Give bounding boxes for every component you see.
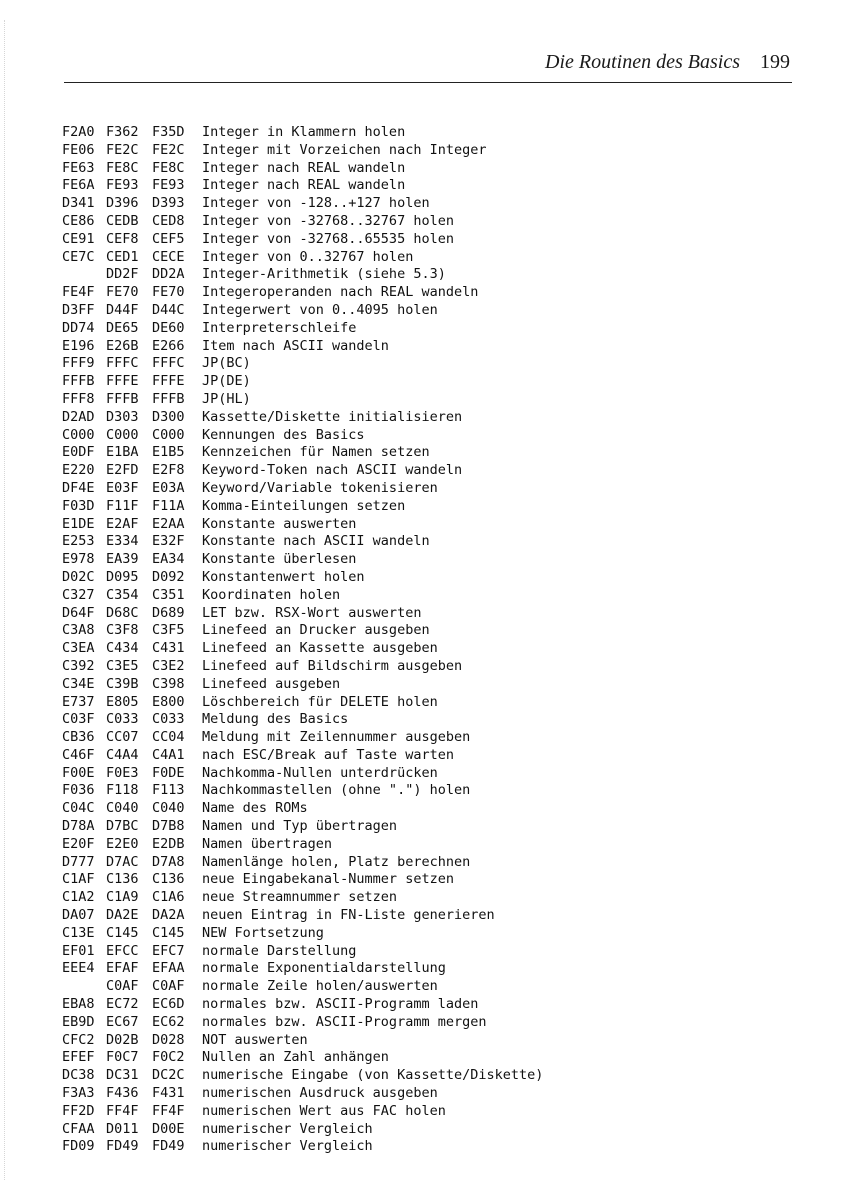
listing-row: [62, 195, 782, 213]
listing-row: [62, 320, 782, 338]
routine-description: Konstante auswerten: [202, 515, 357, 532]
page-number: 199: [760, 51, 790, 73]
listing-row: [62, 836, 782, 854]
address-cpc6128: E1B5: [152, 444, 185, 461]
address-cpc664: D011: [106, 1120, 139, 1137]
listing-row: [62, 907, 782, 925]
address-cpc464: C000: [62, 426, 95, 443]
address-cpc464: F3A3: [62, 1085, 95, 1102]
listing-row: [62, 551, 782, 569]
listing-row: [62, 533, 782, 551]
address-cpc664: E2E0: [106, 835, 139, 852]
listing-row: [62, 925, 782, 943]
listing-row: [62, 1121, 782, 1139]
address-cpc464: FFF9: [62, 355, 95, 372]
listing-row: [62, 729, 782, 747]
listing-row: [62, 943, 782, 961]
address-cpc464: D02C: [62, 568, 95, 585]
address-cpc464: F2A0: [62, 124, 95, 140]
listing-row: [62, 409, 782, 427]
routine-description: Integer von -32768..65535 holen: [202, 230, 454, 247]
address-cpc464: FE4F: [62, 284, 95, 301]
address-cpc464: FE06: [62, 141, 95, 158]
listing-row: [62, 142, 782, 160]
scan-margin-dots: [4, 20, 5, 1180]
listing-row: [62, 284, 782, 302]
address-cpc464: E220: [62, 462, 95, 479]
address-cpc6128: EFAA: [152, 960, 185, 977]
address-cpc664: E2AF: [106, 515, 139, 532]
address-cpc664: F436: [106, 1085, 139, 1102]
listing-row: [62, 516, 782, 534]
address-cpc6128: FD49: [152, 1138, 185, 1155]
address-cpc664: DA2E: [106, 907, 139, 924]
address-cpc464: C1AF: [62, 871, 95, 888]
routine-description: Integeroperanden nach REAL wandeln: [202, 284, 479, 301]
listing-row: [62, 498, 782, 516]
address-cpc664: CEF8: [106, 230, 139, 247]
address-cpc664: F0C7: [106, 1049, 139, 1066]
routine-description: Nachkommastellen (ohne ".") holen: [202, 782, 471, 799]
address-cpc6128: EFC7: [152, 942, 185, 959]
address-cpc464: D78A: [62, 818, 95, 835]
address-cpc6128: FFFB: [152, 390, 185, 407]
address-cpc6128: FFFE: [152, 373, 185, 390]
address-cpc464: CFAA: [62, 1120, 95, 1137]
address-cpc6128: E2DB: [152, 835, 185, 852]
address-cpc6128: C351: [152, 586, 185, 603]
routine-description: Meldung des Basics: [202, 711, 349, 728]
address-cpc464: F036: [62, 782, 95, 799]
address-cpc464: CFC2: [62, 1031, 95, 1048]
listing-row: [62, 889, 782, 907]
address-cpc664: D095: [106, 568, 139, 585]
address-cpc664: FE8C: [106, 159, 139, 176]
listing-row: [62, 373, 782, 391]
address-cpc664: C1A9: [106, 889, 139, 906]
address-cpc464: CB36: [62, 729, 95, 746]
listing-row: [62, 1049, 782, 1067]
address-cpc664: D68C: [106, 604, 139, 621]
address-cpc664: C4A4: [106, 746, 139, 763]
listing-row: [62, 747, 782, 765]
address-cpc664: DE65: [106, 319, 139, 336]
address-cpc464: D341: [62, 195, 95, 212]
routine-description: neue Streamnummer setzen: [202, 889, 398, 906]
routine-description: Komma-Einteilungen setzen: [202, 497, 406, 514]
listing-row: [62, 818, 782, 836]
listing-row: [62, 1103, 782, 1121]
address-cpc6128: C3E2: [152, 657, 185, 674]
address-cpc464: C1A2: [62, 889, 95, 906]
address-cpc464: E0DF: [62, 444, 95, 461]
address-cpc6128: D092: [152, 568, 185, 585]
routine-description: normales bzw. ASCII-Programm laden: [202, 996, 479, 1013]
listing-row: [62, 640, 782, 658]
listing-row: [62, 978, 782, 996]
routine-description: Integer mit Vorzeichen nach Integer: [202, 141, 487, 158]
address-cpc464: EBA8: [62, 996, 95, 1013]
address-cpc664: C033: [106, 711, 139, 728]
address-cpc664: FFFE: [106, 373, 139, 390]
routine-description: JP(HL): [202, 390, 251, 407]
address-cpc664: FE70: [106, 284, 139, 301]
address-cpc464: E20F: [62, 835, 95, 852]
address-cpc664: FFFC: [106, 355, 139, 372]
listing-row: [62, 231, 782, 249]
address-cpc664: EFCC: [106, 942, 139, 959]
address-cpc664: C0AF: [106, 978, 139, 995]
routine-description: normale Exponentialdarstellung: [202, 960, 446, 977]
listing-row: [62, 711, 782, 729]
address-cpc464: C03F: [62, 711, 95, 728]
address-cpc6128: D7B8: [152, 818, 185, 835]
address-cpc6128: E2AA: [152, 515, 185, 532]
address-cpc6128: D00E: [152, 1120, 185, 1137]
address-cpc464: FE63: [62, 159, 95, 176]
routine-description: Konstante überlesen: [202, 551, 357, 568]
routine-description: Kassette/Diskette initialisieren: [202, 408, 463, 425]
address-cpc6128: FE2C: [152, 141, 185, 158]
routine-description: normale Zeile holen/auswerten: [202, 978, 438, 995]
address-cpc464: EFEF: [62, 1049, 95, 1066]
address-cpc464: E196: [62, 337, 95, 354]
address-cpc664: F362: [106, 124, 139, 140]
routine-description: JP(BC): [202, 355, 251, 372]
address-cpc6128: F0DE: [152, 764, 185, 781]
listing-row: [62, 213, 782, 231]
address-cpc6128: C040: [152, 800, 185, 817]
routine-description: Keyword/Variable tokenisieren: [202, 479, 438, 496]
address-cpc6128: F11A: [152, 497, 185, 514]
address-cpc6128: FE93: [152, 177, 185, 194]
listing-row: [62, 1032, 782, 1050]
address-cpc664: D02B: [106, 1031, 139, 1048]
listing-row: [62, 587, 782, 605]
routine-description: Linefeed auf Bildschirm ausgeben: [202, 657, 463, 674]
address-cpc464: CE7C: [62, 248, 95, 265]
address-cpc664: FFFB: [106, 390, 139, 407]
routine-description: Interpreterschleife: [202, 319, 357, 336]
listing-row: [62, 800, 782, 818]
listing-row: [62, 427, 782, 445]
address-cpc6128: F0C2: [152, 1049, 185, 1066]
routine-description: Integer-Arithmetik (siehe 5.3): [202, 266, 446, 283]
address-cpc464: E737: [62, 693, 95, 710]
address-cpc464: D3FF: [62, 301, 95, 318]
listing-row: [62, 355, 782, 373]
routine-description: normales bzw. ASCII-Programm mergen: [202, 1013, 487, 1030]
address-cpc464: E978: [62, 551, 95, 568]
address-cpc664: D7BC: [106, 818, 139, 835]
address-cpc6128: C4A1: [152, 746, 185, 763]
listing-row: [62, 1138, 782, 1156]
listing-row: [62, 160, 782, 178]
routine-description: Linefeed an Kassette ausgeben: [202, 640, 438, 657]
listing-row: [62, 391, 782, 409]
routine-description: numerischen Ausdruck ausgeben: [202, 1085, 438, 1102]
address-cpc6128: DE60: [152, 319, 185, 336]
address-cpc464: D777: [62, 853, 95, 870]
address-cpc664: F11F: [106, 497, 139, 514]
address-cpc464: D2AD: [62, 408, 95, 425]
address-cpc6128: DC2C: [152, 1067, 185, 1084]
address-cpc664: EC72: [106, 996, 139, 1013]
address-cpc464: FFFB: [62, 373, 95, 390]
address-cpc664: E334: [106, 533, 139, 550]
address-cpc464: FF2D: [62, 1102, 95, 1119]
address-cpc664: E805: [106, 693, 139, 710]
routine-description: Linefeed ausgeben: [202, 675, 341, 692]
routine-description: Kennungen des Basics: [202, 426, 365, 443]
address-cpc664: D7AC: [106, 853, 139, 870]
address-cpc664: CED1: [106, 248, 139, 265]
address-cpc464: E1DE: [62, 515, 95, 532]
listing-row: [62, 1067, 782, 1085]
routine-description: LET bzw. RSX-Wort auswerten: [202, 604, 422, 621]
routine-description: NEW Fortsetzung: [202, 924, 324, 941]
listing-row: [62, 480, 782, 498]
address-cpc664: C000: [106, 426, 139, 443]
address-cpc464: C34E: [62, 675, 95, 692]
listing-row: [62, 569, 782, 587]
address-cpc6128: F35D: [152, 124, 185, 140]
address-cpc664: FD49: [106, 1138, 139, 1155]
address-cpc664: FF4F: [106, 1102, 139, 1119]
address-cpc464: FFF8: [62, 390, 95, 407]
address-cpc664: C434: [106, 640, 139, 657]
address-cpc664: C39B: [106, 675, 139, 692]
listing-row: [62, 302, 782, 320]
routine-description: Integer in Klammern holen: [202, 124, 406, 140]
listing-row: [62, 444, 782, 462]
address-cpc464: CE86: [62, 212, 95, 229]
address-cpc6128: C0AF: [152, 978, 185, 995]
routine-description: neue Eingabekanal-Nummer setzen: [202, 871, 454, 888]
address-cpc664: F0E3: [106, 764, 139, 781]
address-cpc6128: FE70: [152, 284, 185, 301]
listing-row: [62, 249, 782, 267]
address-cpc6128: F431: [152, 1085, 185, 1102]
address-cpc464: EB9D: [62, 1013, 95, 1030]
address-cpc464: C13E: [62, 924, 95, 941]
address-cpc664: EA39: [106, 551, 139, 568]
listing-row: [62, 124, 782, 142]
listing-row: [62, 854, 782, 872]
routine-description: Integer von 0..32767 holen: [202, 248, 414, 265]
address-cpc664: C145: [106, 924, 139, 941]
routine-description: Namen übertragen: [202, 835, 333, 852]
address-cpc664: E03F: [106, 479, 139, 496]
address-cpc464: F03D: [62, 497, 95, 514]
routine-description: Keyword-Token nach ASCII wandeln: [202, 462, 463, 479]
address-cpc464: DA07: [62, 907, 95, 924]
routine-description: Koordinaten holen: [202, 586, 341, 603]
address-cpc664: C3E5: [106, 657, 139, 674]
listing-row: [62, 676, 782, 694]
address-cpc664: E1BA: [106, 444, 139, 461]
listing-row: [62, 960, 782, 978]
routine-description: Nachkomma-Nullen unterdrücken: [202, 764, 438, 781]
address-cpc6128: EC6D: [152, 996, 185, 1013]
page-header: [64, 46, 792, 83]
address-cpc6128: FF4F: [152, 1102, 185, 1119]
address-cpc6128: C431: [152, 640, 185, 657]
listing-row: [62, 605, 782, 623]
address-cpc464: C46F: [62, 746, 95, 763]
address-cpc6128: C1A6: [152, 889, 185, 906]
address-cpc6128: CED8: [152, 212, 185, 229]
routine-description: Integer von -128..+127 holen: [202, 195, 430, 212]
routine-description: nach ESC/Break auf Taste warten: [202, 746, 454, 763]
routine-description: Meldung mit Zeilennummer ausgeben: [202, 729, 471, 746]
address-cpc664: DC31: [106, 1067, 139, 1084]
address-cpc6128: C398: [152, 675, 185, 692]
address-cpc6128: D300: [152, 408, 185, 425]
address-cpc464: C392: [62, 657, 95, 674]
address-cpc464: EEE4: [62, 960, 95, 977]
address-cpc664: FE2C: [106, 141, 139, 158]
routine-description: Integer von -32768..32767 holen: [202, 212, 454, 229]
address-cpc464: DF4E: [62, 479, 95, 496]
routine-description: numerischer Vergleich: [202, 1120, 373, 1137]
running-title: Die Routinen des Basics: [545, 51, 740, 73]
routine-description: Namenlänge holen, Platz berechnen: [202, 853, 471, 870]
routine-description: Name des ROMs: [202, 800, 308, 817]
address-cpc664: D396: [106, 195, 139, 212]
address-cpc6128: E2F8: [152, 462, 185, 479]
address-cpc6128: CEF5: [152, 230, 185, 247]
address-cpc6128: C136: [152, 871, 185, 888]
routine-description: numerische Eingabe (von Kassette/Diskette): [202, 1067, 544, 1084]
address-cpc6128: E800: [152, 693, 185, 710]
address-cpc464: C04C: [62, 800, 95, 817]
address-cpc6128: C3F5: [152, 622, 185, 639]
address-cpc464: EF01: [62, 942, 95, 959]
address-cpc6128: C000: [152, 426, 185, 443]
listing-row: [62, 266, 782, 284]
listing-row: [62, 765, 782, 783]
routine-description: JP(DE): [202, 373, 251, 390]
address-cpc664: D44F: [106, 301, 139, 318]
address-cpc6128: DD2A: [152, 266, 185, 283]
address-cpc664: EFAF: [106, 960, 139, 977]
address-cpc6128: CECE: [152, 248, 185, 265]
address-cpc464: D64F: [62, 604, 95, 621]
address-cpc6128: EA34: [152, 551, 185, 568]
address-cpc6128: E03A: [152, 479, 185, 496]
address-cpc464: E253: [62, 533, 95, 550]
address-cpc6128: DA2A: [152, 907, 185, 924]
address-cpc664: C136: [106, 871, 139, 888]
routine-description: NOT auswerten: [202, 1031, 308, 1048]
address-cpc664: C354: [106, 586, 139, 603]
listing-row: [62, 462, 782, 480]
address-cpc464: FD09: [62, 1138, 95, 1155]
routine-description: Item nach ASCII wandeln: [202, 337, 389, 354]
listing-row: [62, 871, 782, 889]
address-cpc664: C3F8: [106, 622, 139, 639]
address-cpc464: C327: [62, 586, 95, 603]
address-cpc664: DD2F: [106, 266, 139, 283]
address-cpc6128: E32F: [152, 533, 185, 550]
address-cpc6128: C033: [152, 711, 185, 728]
listing-row: [62, 338, 782, 356]
address-cpc464: F00E: [62, 764, 95, 781]
routine-description: Löschbereich für DELETE holen: [202, 693, 438, 710]
routine-description: Namen und Typ übertragen: [202, 818, 398, 835]
listing-row: [62, 177, 782, 195]
routine-description: neuen Eintrag in FN-Liste generieren: [202, 907, 495, 924]
address-cpc6128: E266: [152, 337, 185, 354]
listing-row: [62, 622, 782, 640]
routine-description: Integer nach REAL wandeln: [202, 159, 406, 176]
routine-description: Kennzeichen für Namen setzen: [202, 444, 430, 461]
address-cpc6128: D7A8: [152, 853, 185, 870]
listing-row: [62, 658, 782, 676]
address-cpc664: D303: [106, 408, 139, 425]
listing-row: [62, 996, 782, 1014]
address-cpc6128: D028: [152, 1031, 185, 1048]
address-cpc6128: CC04: [152, 729, 185, 746]
address-cpc664: FE93: [106, 177, 139, 194]
address-cpc6128: D393: [152, 195, 185, 212]
address-cpc664: EC67: [106, 1013, 139, 1030]
address-cpc464: FE6A: [62, 177, 95, 194]
routine-listing: [62, 124, 782, 1156]
address-cpc6128: C145: [152, 924, 185, 941]
listing-row: [62, 694, 782, 712]
routine-description: Linefeed an Drucker ausgeben: [202, 622, 430, 639]
address-cpc6128: F113: [152, 782, 185, 799]
routine-description: normale Darstellung: [202, 942, 357, 959]
address-cpc464: CE91: [62, 230, 95, 247]
address-cpc6128: FE8C: [152, 159, 185, 176]
address-cpc464: C3EA: [62, 640, 95, 657]
routine-description: Integerwert von 0..4095 holen: [202, 301, 438, 318]
address-cpc664: E2FD: [106, 462, 139, 479]
address-cpc6128: EC62: [152, 1013, 185, 1030]
routine-description: Integer nach REAL wandeln: [202, 177, 406, 194]
routine-description: numerischen Wert aus FAC holen: [202, 1102, 446, 1119]
address-cpc664: CC07: [106, 729, 139, 746]
address-cpc664: CEDB: [106, 212, 139, 229]
address-cpc464: C3A8: [62, 622, 95, 639]
listing-row: [62, 1085, 782, 1103]
listing-row: [62, 782, 782, 800]
routine-description: numerischer Vergleich: [202, 1138, 373, 1155]
address-cpc464: DD74: [62, 319, 95, 336]
routine-description: Konstante nach ASCII wandeln: [202, 533, 430, 550]
routine-description: Nullen an Zahl anhängen: [202, 1049, 389, 1066]
address-cpc6128: D44C: [152, 301, 185, 318]
address-cpc664: F118: [106, 782, 139, 799]
address-cpc664: E26B: [106, 337, 139, 354]
address-cpc6128: D689: [152, 604, 185, 621]
address-cpc6128: FFFC: [152, 355, 185, 372]
address-cpc664: C040: [106, 800, 139, 817]
address-cpc464: DC38: [62, 1067, 95, 1084]
routine-description: Konstantenwert holen: [202, 568, 365, 585]
listing-row: [62, 1014, 782, 1032]
